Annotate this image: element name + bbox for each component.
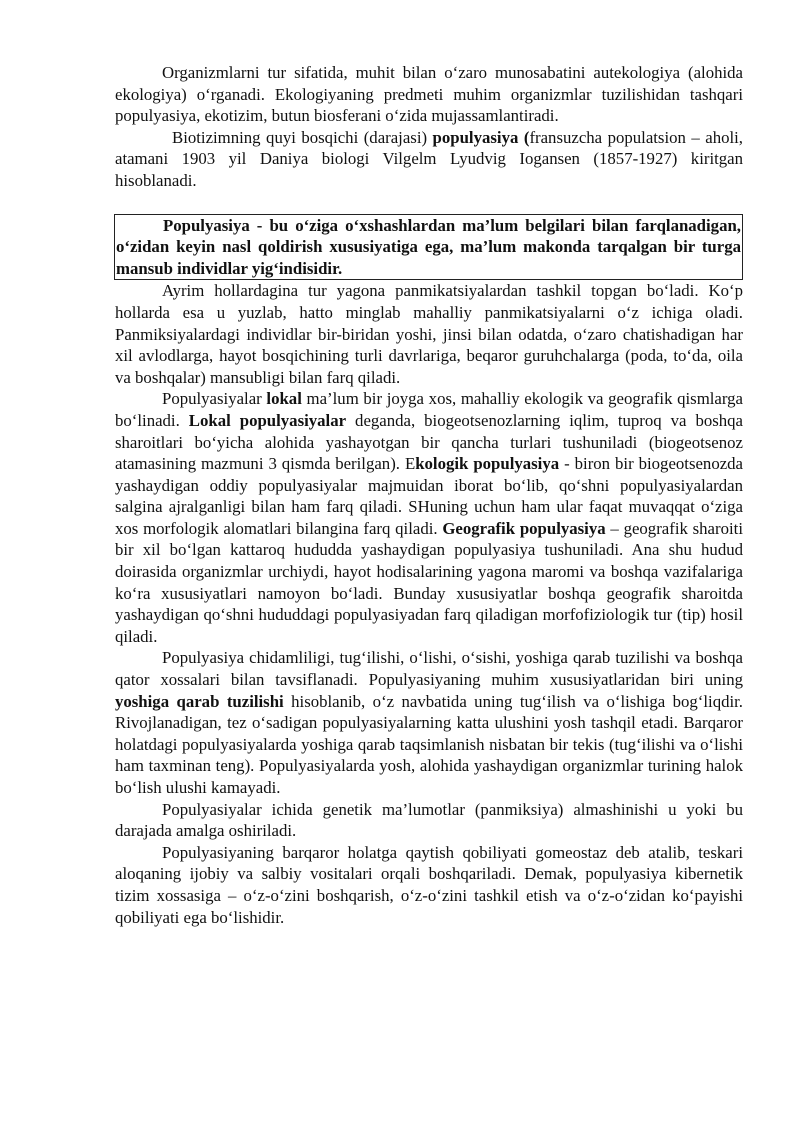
paragraph-spacer: [115, 192, 743, 214]
paragraph-panmikatsiya: Ayrim hollardagina tur yagona panmikatsiyalardan tashkil topgan bo‘ladi. Ko‘p hollarda esa u yuzlab, hatto minglab mahalliy panmikatsiyalarni o‘z ichiga oladi. Panmiksiyalardagi individlar bir-biridan yoshi, jinsi bilan odatda, o‘zaro chatishadigan har xil avlodlarga, hayot bosqichining turli davrlariga, beqaror guruhchalarga (poda, to‘da, oila va boshqalar) mansubligi bilan farq qiladi.: [115, 281, 743, 387]
definition-box: [114, 214, 743, 281]
term-lokal: lokal: [266, 389, 302, 409]
term-ekologik-populyasiya: kologik populyasiya: [415, 454, 560, 474]
text-segment: Populyasiya chidamliligi, tug‘ilishi, o‘lishi, o‘sishi, yoshiga qarab tuzilishi va boshqa qator xossalari bilan tavsiflanadi. Populyasiyaning muhim xususiyatlaridan biri uning: [115, 648, 743, 690]
term-populyasiya: populyasiya (: [432, 127, 530, 147]
paragraph-biotizim: [115, 127, 743, 192]
paragraph-panmiksiya: Populyasiyalar ichida genetik ma’lumotlar (panmiksiya) almashinishi u yoki bu darajada amalga oshiriladi.: [115, 799, 743, 841]
definition-text: Populyasiya - bu o‘ziga o‘xshashlardan ma’lum belgilari bilan farqlanadigan, o‘zidan keyin nasl qoldirish xususiyatiga ega, ma’lum makonda tarqalgan bir turga mansub individlar yig‘indisidir.: [116, 215, 741, 278]
text-segment: deganda, biogeotsenozlarning iqlim, tuproq va boshqa sharoitlari bo‘yicha alohida yashayotgan bir qancha turlari tushuniladi (biogeotsenoz atamasining mazmuni 3 qismda berilgan). E: [115, 410, 744, 474]
term-geografik-populyasiya: Geografik populyasiya: [442, 518, 606, 538]
paragraph-biotizim-text-c: fransuzcha populatsion – aholi, atamani 1903 yil Daniya biologi Vilgelm Lyudvig Iogansen (1857-1927) kiritgan hisoblanadi.: [115, 127, 744, 190]
text-segment: – geografik sharoiti bir xil bo‘lgan kattaroq hududda yashaydigan populyasiya tushuniladi. Ana shu hudud doirasida organizmlar urchiydi, hayot hodisalarining yagona maromi va boshqa vazifalariga ko‘ra xususiyatlari namoyon bo‘ladi. Bunday xususiyatlar boshqa geografik sharoitda yashaydigan qo‘shni hududdagi populyasiyadan farq qiladigan morfofiziologik tur (tip) hosil qiladi.: [115, 518, 743, 646]
paragraph-gomeostaz: Populyasiyaning barqaror holatga qaytish qobiliyati gomeostaz deb atalib, teskari aloqaning ijobiy va salbiy vositalari orqali boshqariladi. Demak, populyasiya kibernetik tizim xossasiga – o‘z-o‘zini boshqarish, o‘z-o‘zini tashkil etish va o‘z-o‘zidan ko‘payishi qobiliyati ega bo‘lishidir.: [115, 842, 743, 927]
paragraph-autekologiya: Organizmlarni tur sifatida, muhit bilan o‘zaro munosabatini autekologiya (alohida ekologiya) o‘rganadi. Ekologiyaning predmeti muhim organizmlar tuzilishidan tashqari populyasiya, ekotizim, butun biosferani o‘zida mujassamlantiradi.: [115, 63, 743, 126]
term-lokal-populyasiyalar: Lokal populyasiyalar: [188, 410, 347, 430]
paragraph-lokal-populyasiya: [115, 388, 743, 647]
text-segment: - biron bir biogeotsenozda yashaydigan oddiy populyasiyalar majmuidan iborat bo‘lib, qo‘shni populyasiyalardan salgina ajralganligi bilan ham farq qiladi. SHuning uchun ham ular faqat muvaqqat o‘ziga xos morfologik alomatlari bilangina farq qiladi.: [115, 454, 743, 538]
paragraph-biotizim-text-a: Biotizimning quyi bosqichi (darajasi): [172, 127, 433, 147]
text-segment: ma’lum bir joyga xos, mahalliy ekologik va geografik qismlarga bo‘linadi.: [115, 389, 744, 430]
term-yoshiga-qarab-tuzilishi: yoshiga qarab tuzilishi: [115, 691, 284, 711]
text-segment: Populyasiyalar: [162, 389, 267, 409]
text-segment: hisoblanib, o‘z navbatida uning tug‘ilish va o‘lishiga bog‘liqdir. Rivojlanadigan, tez o‘sadigan populyasiyalarning katta ulushini yosh tashqil etadi. Barqaror holatdagi populyasiyalarda yoshiga qarab taqsimlanish nisbatan bir tekis (tug‘ilishi va o‘lishi ham taxminan teng). Populyasiyalarda yosh, alohida yashaydigan organizmlar turining halok bo‘lish ulushi kamayadi.: [115, 691, 743, 797]
paragraph-yosh-tuzilishi: [115, 647, 743, 798]
